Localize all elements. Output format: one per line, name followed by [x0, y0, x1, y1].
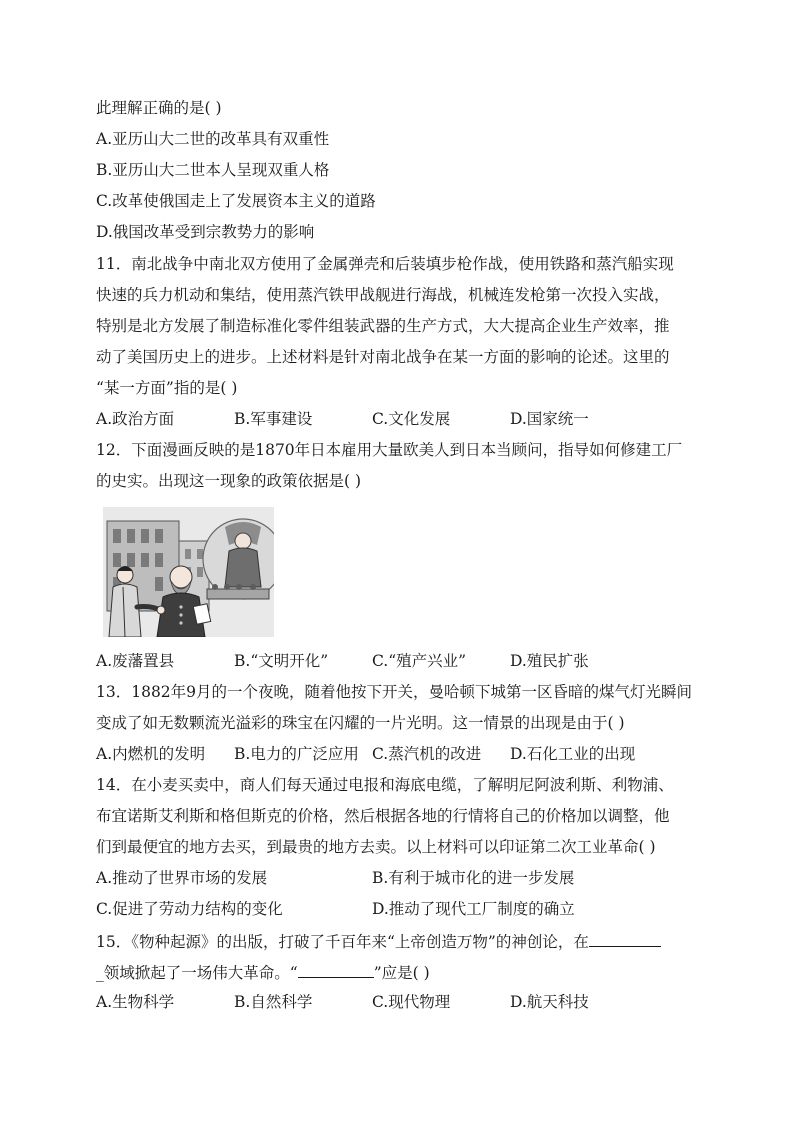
q11-option-a: A.政治方面	[96, 410, 175, 428]
q11-stem-line-2: 快速的兵力机动和集结，使用蒸汽铁甲战舰进行海战，机械连发枪第一次投入实战，	[96, 286, 670, 304]
q12-option-c: C.“殖产兴业”	[372, 652, 467, 670]
q15-option-b: B.自然科学	[234, 993, 313, 1011]
q14-stem-line-3: 们到最便宜的地方去买，到最贵的地方去卖。以上材料可以印证第二次工业革命( )	[96, 838, 656, 856]
q10-option-c: C.改革使俄国走上了发展资本主义的道路	[96, 192, 376, 210]
cartoon-drawing	[103, 507, 274, 637]
q14-option-d: D.推动了现代工厂制度的确立	[372, 900, 575, 918]
q11-stem-line-4: 动了美国历史上的进步。上述材料是针对南北战争在某一方面的影响的论述。这里的	[96, 348, 670, 366]
q15-stem-line-2	[96, 961, 706, 983]
q15-option-a: A.生物科学	[96, 993, 175, 1011]
q13-option-b: B.电力的广泛应用	[234, 745, 359, 763]
q13-option-c: C.蒸汽机的改进	[372, 745, 482, 763]
q15-option-c: C.现代物理	[372, 993, 451, 1011]
q12-stem-line-1: 12．下面漫画反映的是1870年日本雇用大量欧美人到日本当顾问，指导如何修建工厂	[96, 441, 683, 459]
q15-stem-line-1	[96, 930, 706, 952]
q11-option-d: D.国家统一	[510, 410, 589, 428]
q14-stem-line-2: 布宜诺斯艾利斯和格但斯克的价格，然后根据各地的行情将自己的价格加以调整，他	[96, 807, 670, 825]
q14-option-a: A.推动了世界市场的发展	[96, 869, 268, 887]
q11-option-c: C.文化发展	[372, 410, 451, 428]
q10-option-b: B.亚历山大二世本人呈现双重人格	[96, 161, 330, 179]
q12-option-b: B.“文明开化”	[234, 652, 329, 670]
q15-option-d: D.航天科技	[510, 993, 589, 1011]
q10-option-d: D.俄国改革受到宗教势力的影响	[96, 223, 315, 241]
q13-option-d: D.石化工业的出现	[510, 745, 636, 763]
q13-stem-line-1: 13．1882年9月的一个夜晚，随着他按下开关，曼哈顿下城第一区昏暗的煤气灯光瞬间	[96, 683, 693, 701]
q12-stem-line-2: 的史实。出现这一现象的政策依据是( )	[96, 472, 362, 490]
q11-stem-line-3: 特别是北方发展了制造标准化零件组装武器的生产方式，大大提高企业生产效率，推	[96, 317, 670, 335]
q10-stem-end: 此理解正确的是( )	[96, 99, 222, 117]
q14-option-c: C.促进了劳动力结构的变化	[96, 900, 283, 918]
q11-option-b: B.军事建设	[234, 410, 313, 428]
q13-option-a: A.内燃机的发明	[96, 745, 206, 763]
q11-stem-line-1: 11．南北战争中南北双方使用了金属弹壳和后装填步枪作战，使用铁路和蒸汽船实现	[96, 255, 674, 273]
q11-stem-line-5: “某一方面”指的是( )	[96, 379, 238, 397]
q15-text-2: _领域掀起了一场伟大革命。“	[96, 964, 298, 982]
meiji-cartoon-illustration	[103, 507, 274, 637]
q15-blank-2	[298, 961, 374, 978]
q15-text-3: ”应是( )	[373, 964, 430, 982]
q13-stem-line-2: 变成了如无数颗流光溢彩的珠宝在闪耀的一片光明。这一情景的出现是由于( )	[96, 714, 625, 732]
q10-option-a: A.亚历山大二世的改革具有双重性	[96, 130, 330, 148]
q15-blank-1	[589, 930, 661, 947]
q15-text-1: 15．《物种起源》的出版，打破了千百年来“上帝创造万物”的神创论，在	[96, 933, 589, 951]
q14-option-b: B.有利于城市化的进一步发展	[372, 869, 575, 887]
q12-option-a: A.废藩置县	[96, 652, 175, 670]
q12-option-d: D.殖民扩张	[510, 652, 589, 670]
q14-stem-line-1: 14．在小麦买卖中，商人们每天通过电报和海底电缆，了解明尼阿波利斯、利物浦、	[96, 776, 674, 794]
